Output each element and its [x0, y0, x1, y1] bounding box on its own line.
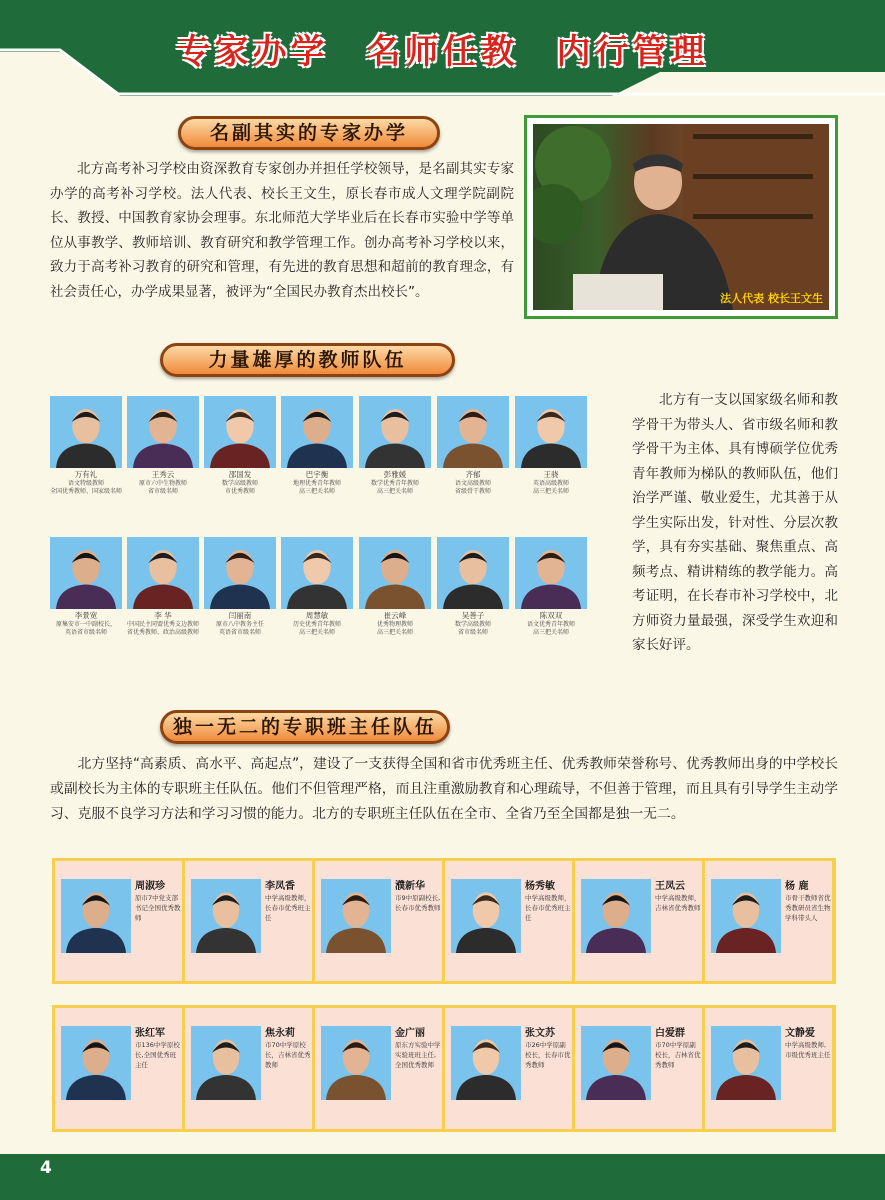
- teacher-name: 王秀云: [151, 470, 175, 479]
- teacher-title: 数学高级教师 省市级名师: [454, 621, 491, 636]
- head-teacher-name: 王凤云: [655, 881, 685, 892]
- teacher-title: 中国民主同盟优秀支边教师 省优秀教师、政治高级教师: [127, 621, 200, 636]
- head-teacher-card: [55, 861, 182, 981]
- teacher-photo: [437, 537, 509, 609]
- head-teacher-desc: 原市7中党支部书记全国优秀教师: [135, 894, 181, 922]
- teacher-photo: [50, 396, 122, 468]
- section-teachers-text: 北方有一支以国家级名师和教学骨干为带头人、省市级名师和教学骨干为主体、具有博硕学位优秀青年教师为梯队的教师队伍，他们治学严谨、敬业爱生，尤其善于从学生实际出发，针对性、分层次教学，具有夯实基础、聚焦重点、高频考点、精讲精练的教学能力。高考证明，在长春市补习学校中，北方师资力量最强，深受学生欢迎和家长好评。: [632, 392, 838, 653]
- teacher-name: 巴宇衡: [305, 470, 329, 479]
- teacher-photo: [359, 537, 431, 609]
- head-teacher-desc: 中学高级教师,市级优秀班主任: [785, 1041, 831, 1059]
- footer-bar: [0, 1154, 885, 1200]
- teacher-card: [127, 537, 199, 637]
- teacher-name: 周慧敏: [305, 611, 329, 620]
- teacher-title: 优秀物理教师 高三把关名师: [376, 621, 413, 636]
- head-teacher-desc: 中学高级教师，长春市优秀班主任: [525, 894, 571, 922]
- teacher-photo: [127, 537, 199, 609]
- head-teacher-card: [705, 861, 832, 981]
- head-teacher-photo: [581, 1026, 651, 1100]
- teacher-card: [50, 537, 122, 637]
- teacher-photo: [281, 537, 353, 609]
- head-teacher-desc: 中学高级教师，吉林省优秀教师: [655, 894, 701, 912]
- head-teacher-name: 李凤香: [265, 881, 295, 892]
- teacher-title: 数学高级教师 市优秀教师: [221, 480, 258, 495]
- head-teacher-name: 白爱群: [655, 1028, 685, 1039]
- teacher-name: 王骁: [543, 470, 559, 479]
- head-teacher-desc: 市70中学原副校长，吉林省优秀教师: [655, 1041, 701, 1069]
- teacher-card: [50, 396, 122, 496]
- teacher-photo: [127, 396, 199, 468]
- head-teacher-name: 杨 鹿: [785, 881, 809, 892]
- teacher-photo: [515, 537, 587, 609]
- section-expert-text: 北方高考补习学校由资深教育专家创办并担任学校领导，是名副其实专家办学的高考补习学校。法人代表、校长王文生，原长春市成人文理学院副院长、教授、中国教育家协会理事。东北师范大学毕业后在长春市实验中学等单位从事教学、教师培训、教育研究和教学管理工作。创办高考补习学校以来，致力于高考补习教育的研究和管理，有先进的教育思想和超前的教育理念，有社会责任心，办学成果显著，被评为“全国民办教育杰出校长”。: [50, 161, 514, 300]
- principal-caption: 法人代表 校长王文生: [720, 292, 823, 305]
- teacher-name: 崔云峰: [383, 611, 407, 620]
- head-teacher-card: [185, 861, 312, 981]
- teacher-name: 李 华: [154, 611, 172, 620]
- teacher-title: 语文高级教师 省级骨干教师: [454, 480, 491, 495]
- teacher-title: 原市八中教务主任 英语省市级名师: [215, 621, 264, 636]
- head-teacher-photo: [321, 879, 391, 953]
- head-teacher-card: [55, 1008, 182, 1129]
- teacher-title: 英语高级教师 高三把关名师: [532, 480, 569, 495]
- teacher-name: 齐郁: [465, 470, 481, 479]
- principal-photo: [524, 115, 838, 319]
- head-teacher-name: 张文苏: [525, 1028, 555, 1039]
- teacher-photo: [204, 537, 276, 609]
- head-teacher-name: 金广丽: [395, 1028, 425, 1039]
- head-teacher-name: 周淑珍: [135, 881, 165, 892]
- teacher-name: 邵国发: [228, 470, 252, 479]
- section-heading-teachers: 力量雄厚的教师队伍: [160, 343, 455, 377]
- head-teacher-card: [575, 861, 702, 981]
- head-teacher-desc: 市9中原副校长,长春市优秀教师: [395, 894, 441, 912]
- head-teacher-name: 杨秀敏: [525, 881, 555, 892]
- head-teacher-card: [445, 861, 572, 981]
- head-teacher-name: 焦永莉: [265, 1028, 295, 1039]
- teacher-photo: [50, 537, 122, 609]
- teacher-card: [359, 537, 431, 637]
- page-number: 4: [40, 1158, 52, 1178]
- teacher-card: [359, 396, 431, 496]
- teacher-title: 地理优秀青年教师 高三把关名师: [292, 480, 341, 495]
- teacher-photo: [437, 396, 509, 468]
- head-teacher-photo: [711, 1026, 781, 1100]
- head-teacher-desc: 市26中学原副校长，长春市优秀教师: [525, 1041, 571, 1069]
- section-heading-head-teachers: 独一无二的专职班主任队伍: [160, 710, 450, 744]
- header-banner: [0, 0, 885, 102]
- head-teacher-photo: [191, 1026, 261, 1100]
- teacher-photo: [359, 396, 431, 468]
- head-teacher-desc: 市136中学原校长,全国优秀班主任: [135, 1041, 180, 1069]
- teacher-card: [437, 537, 509, 637]
- head-teacher-card: [705, 1008, 832, 1129]
- teacher-card: [204, 396, 276, 496]
- head-teacher-card: [315, 861, 442, 981]
- section-head-teachers-text: 北方坚持“高素质、高水平、高起点”，建设了一支获得全国和省市优秀班主任、优秀教师荣誉称号、优秀教师出身的中学校长或副校长为主体的专职班主任队伍。他们不但管理严格，而且注重激励教育和心理疏导，不但善于管理，而且具有引导学生主动学习、克服不良学习方法和学习习惯的能力。北方的专职班主任队伍在全市、全省乃至全国都是独一无二。: [50, 756, 838, 822]
- teacher-name: 吴善子: [461, 611, 485, 620]
- teacher-name: 陈双双: [539, 611, 563, 620]
- head-teacher-desc: 市70中学原校长，吉林省优秀教师: [265, 1041, 311, 1069]
- head-teacher-photo: [191, 879, 261, 953]
- head-teacher-card: [575, 1008, 702, 1129]
- teacher-title: 数学优秀青年教师 高三把关名师: [370, 480, 419, 495]
- head-teacher-photo: [321, 1026, 391, 1100]
- head-teacher-card: [315, 1008, 442, 1129]
- teacher-name: 李景宽: [74, 611, 98, 620]
- section-heading-expert: 名副其实的专家办学: [178, 116, 440, 150]
- teacher-title: 语文优秀青年教师 高三把关名师: [526, 621, 575, 636]
- teacher-name: 闫丽南: [228, 611, 252, 620]
- head-teacher-name: 张红军: [135, 1028, 165, 1039]
- head-teacher-row-1: [52, 858, 836, 984]
- head-teacher-desc: 中学高级教师，长春市优秀班主任: [265, 894, 311, 922]
- teacher-title: 语文特级教师 全国优秀教师、国家级名师: [50, 480, 123, 495]
- head-teacher-photo: [451, 879, 521, 953]
- head-teacher-name: 文静爱: [785, 1028, 815, 1039]
- head-teacher-photo: [61, 879, 131, 953]
- teacher-photo: [204, 396, 276, 468]
- head-teacher-desc: 市骨干教师省优秀教研员省生物学科带头人: [785, 894, 831, 922]
- head-teacher-photo: [451, 1026, 521, 1100]
- head-teacher-desc: 原东方实验中学实验班班主任,全国优秀教师: [395, 1041, 441, 1069]
- teacher-card: [515, 537, 587, 637]
- teacher-card: [437, 396, 509, 496]
- teacher-card: [281, 396, 353, 496]
- teacher-name: 万有礼: [74, 470, 98, 479]
- teacher-name: 彭雅媛: [383, 470, 407, 479]
- teacher-card: [281, 537, 353, 637]
- head-teacher-row-2: [52, 1005, 836, 1132]
- head-teacher-photo: [581, 879, 651, 953]
- teacher-title: 原集安市一中副校长， 英语省市级名师: [55, 621, 116, 636]
- page-title: 专家办学 名师任教 内行管理: [176, 32, 709, 72]
- teacher-card: [515, 396, 587, 496]
- head-teacher-photo: [711, 879, 781, 953]
- teacher-photo: [281, 396, 353, 468]
- teacher-card: [204, 537, 276, 637]
- head-teacher-card: [445, 1008, 572, 1129]
- teacher-photo: [515, 396, 587, 468]
- teacher-card: [127, 396, 199, 496]
- head-teacher-photo: [61, 1026, 131, 1100]
- teacher-title: 原市六中生物教师 省市级名师: [138, 480, 187, 495]
- head-teacher-name: 濮新华: [395, 881, 425, 892]
- head-teacher-card: [185, 1008, 312, 1129]
- teacher-title: 历史优秀青年教师 高三把关名师: [292, 621, 341, 636]
